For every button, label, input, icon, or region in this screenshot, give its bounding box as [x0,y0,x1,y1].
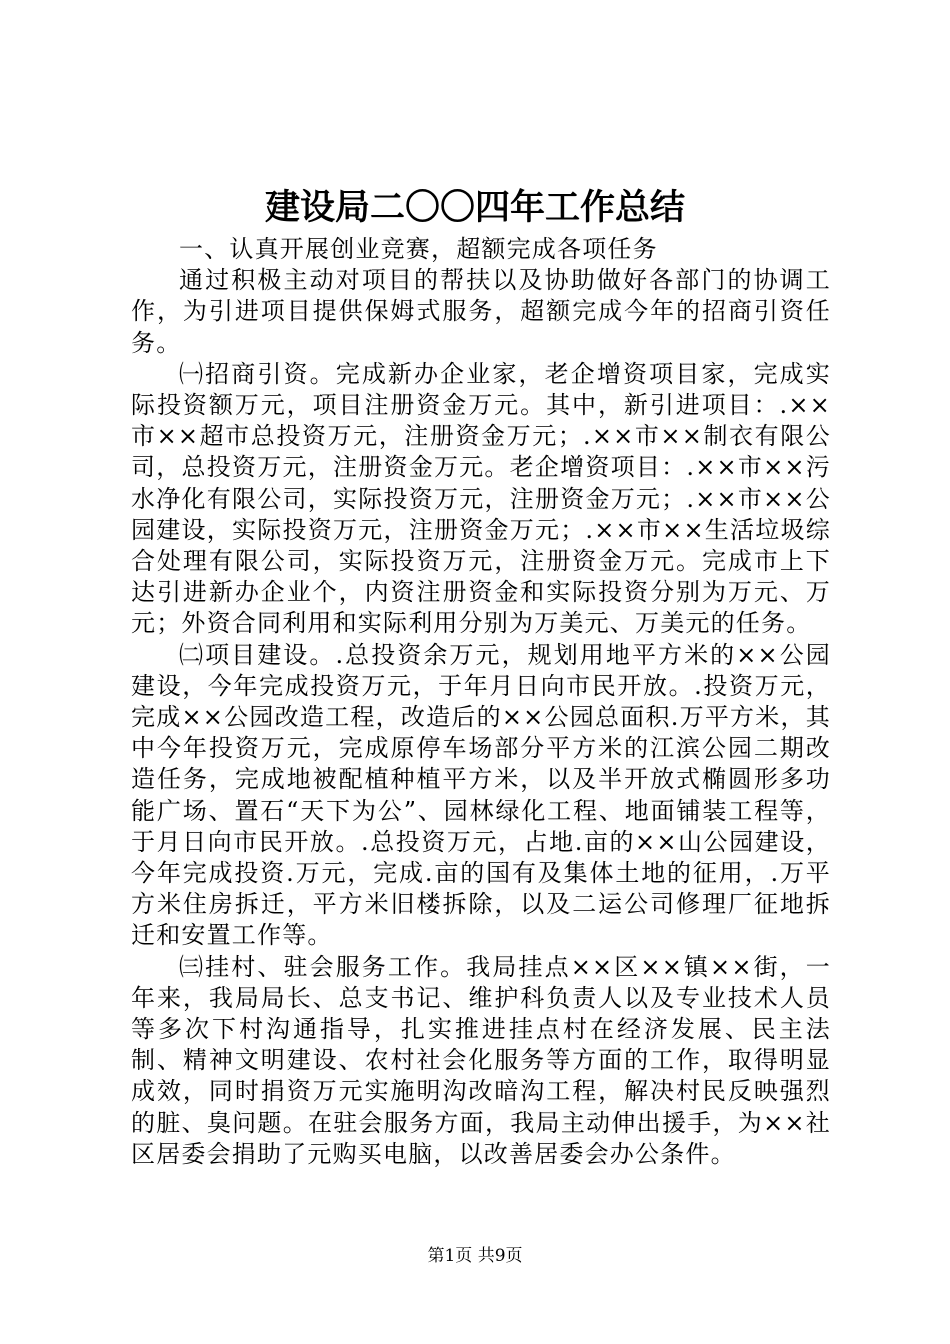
page-footer: 第1页 共9页 [427,1246,523,1266]
paragraph-investment: ㈠招商引资。完成新办企业家，老企增资项目家，完成实际投资额万元，项目注册资金万元。其中，新引进项目：.××市××超市总投资万元，注册资金万元；.××市××制衣有限公司，总投资万元，注册资金万元。老企增资项目：.××市××污水净化有限公司，实际投资万元，注册资金万元；.××市××公园建设，实际投资万元，注册资金万元；.××市××生活垃圾综合处理有限公司，实际投资万元，注册资金万元。完成市上下达引进新办企业个，内资注册资金和实际投资分别为万元、万元；外资合同利用和实际利用分别为万美元、万美元的任务。 [131,359,831,638]
paragraph-intro: 通过积极主动对项目的帮扶以及协助做好各部门的协调工作，为引进项目提供保姆式服务，超额完成今年的招商引资任务。 [131,266,831,357]
document-title: 建设局二〇〇四年工作总结 [264,187,685,228]
paragraph-village-service: ㈢挂村、驻会服务工作。我局挂点××区××镇××街，一年来，我局局长、总支书记、维护科负责人以及专业技术人员等多次下村沟通指导，扎实推进挂点村在经济发展、民主法制、精神文明建设、农村社会化服务等方面的工作，取得明显成效，同时捐资万元实施明沟改暗沟工程，解决村民反映强烈的脏、臭问题。在驻会服务方面，我局主动伸出援手，为××社区居委会捐助了元购买电脑，以改善居委会办公条件。 [131,952,831,1168]
document-body [131,234,831,1170]
section-heading: 一、认真开展创业竞赛，超额完成各项任务 [179,235,658,263]
paragraph-projects: ㈡项目建设。.总投资余万元，规划用地平方米的××公园建设，今年完成投资万元，于年月日向市民开放。.投资万元，完成××公园改造工程，改造后的××公园总面积.万平方米，其中今年投资万元，完成原停车场部分平方米的江滨公园二期改造任务，完成地被配植种植平方米，以及半开放式椭圆形多功能广场、置石“天下为公”、园林绿化工程、地面铺装工程等，于月日向市民开放。.总投资万元，占地.亩的××山公园建设，今年完成投资.万元，完成.亩的国有及集体土地的征用，.万平方米住房拆迁，平方米旧楼拆除，以及二运公司修理厂征地拆迁和安置工作等。 [131,640,831,950]
